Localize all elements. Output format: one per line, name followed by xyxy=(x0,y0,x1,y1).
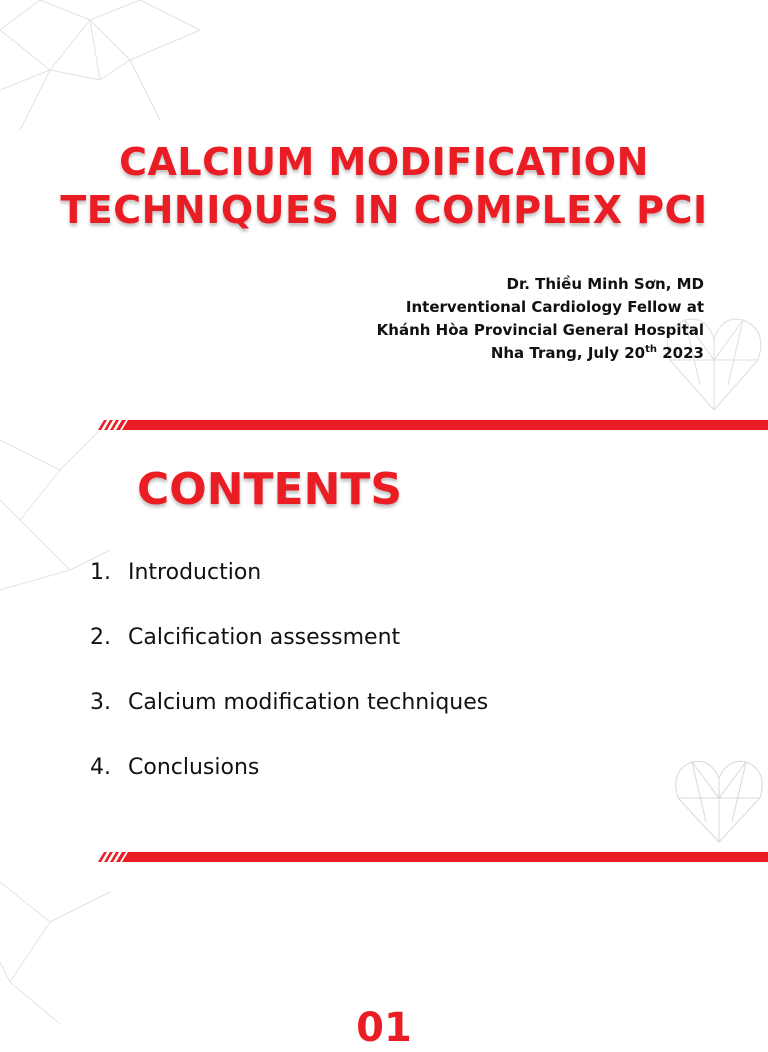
contents-list xyxy=(90,560,488,820)
list-item xyxy=(90,755,488,820)
list-item-label: Introduction xyxy=(128,560,262,585)
list-item-number: 1. xyxy=(90,560,111,585)
list-item xyxy=(90,560,488,625)
list-item-label: Calcium modification techniques xyxy=(128,690,489,715)
list-item-number: 4. xyxy=(90,755,111,780)
section-number: 01 xyxy=(356,1005,412,1051)
list-item-number: 2. xyxy=(90,625,111,650)
date-ordinal-suffix: th xyxy=(645,344,658,355)
wireframe-heart-corner-icon xyxy=(0,0,220,140)
title-line-2: TECHNIQUES IN COMPLEX PCI xyxy=(60,188,708,232)
location-date-prefix: Nha Trang, July 20 xyxy=(490,344,646,362)
location-date xyxy=(377,342,704,365)
location-date-year: 2023 xyxy=(657,344,704,362)
list-item xyxy=(90,690,488,755)
list-item-number: 3. xyxy=(90,690,111,715)
contents-heading: CONTENTS xyxy=(137,464,403,515)
author-hospital: Khánh Hòa Provincial General Hospital xyxy=(376,321,704,339)
title-slide xyxy=(0,0,768,420)
wireframe-corner-icon xyxy=(0,862,120,1024)
heart-wireframe-icon xyxy=(670,746,768,850)
author-name: Dr. Thiều Minh Sơn, MD xyxy=(506,275,704,293)
author-info xyxy=(377,273,704,365)
list-item-label: Conclusions xyxy=(128,755,260,780)
presentation-title xyxy=(0,138,768,234)
list-item-label: Calcification assessment xyxy=(128,625,401,650)
contents-slide xyxy=(0,430,768,850)
section-slide xyxy=(0,862,768,1051)
title-line-1: CALCIUM MODIFICATION xyxy=(119,140,649,184)
list-item xyxy=(90,625,488,690)
author-role: Interventional Cardiology Fellow at xyxy=(405,298,704,316)
